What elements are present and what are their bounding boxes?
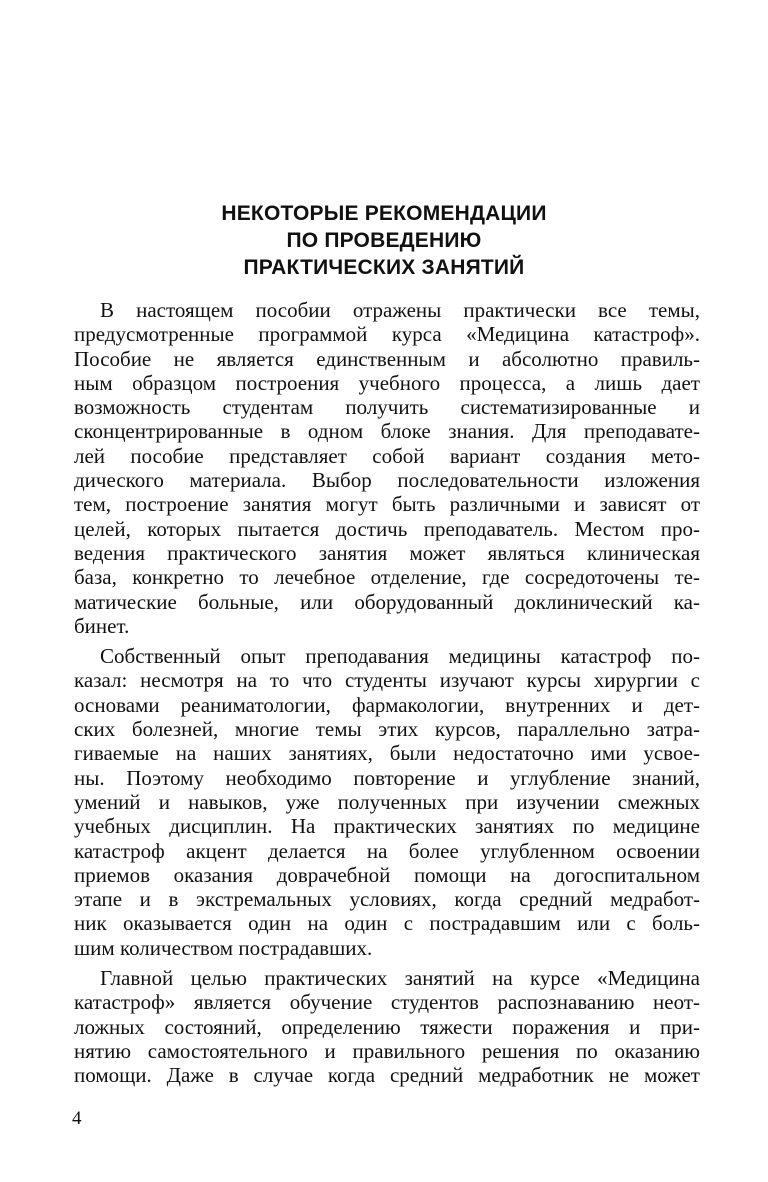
text-line: лей пособие представляет собой вариант создания мето- [74,443,700,468]
body-text [74,298,700,1088]
text-line: ских болезней, многие темы этих курсов, параллельно затра- [74,717,700,742]
text-line: ным образцом построения учебного процесса, а лишь дает [74,370,700,395]
text-line: шим количеством пострадавших. [74,935,373,960]
text-line: дического материала. Выбор последовательности изложения [74,468,700,493]
heading-line: ПРАКТИЧЕСКИХ ЗАНЯТИЙ [243,256,525,279]
section-heading [0,200,768,281]
text-line: основами реаниматологии, фармакологии, внутренних и дет- [74,692,700,717]
text-line: казал: несмотря на то что студенты изучают курсы хирургии с [74,668,700,693]
text-line: гиваемые на наших занятиях, были недостаточно ими усвое- [74,741,700,766]
text-line: умений и навыков, уже полученных при изучении смежных [74,789,700,814]
text-line: Главной целью практических занятий на курсе «Медицина [100,966,700,991]
paragraph [74,644,700,960]
text-line: приемов оказания доврачебной помощи на догоспитальном [74,862,700,887]
text-line: база, конкретно то лечебное отделение, где сосредоточены те- [74,565,700,590]
heading-line: ПО ПРОВЕДЕНИЮ [286,229,482,252]
text-line: целей, которых пытается достичь преподаватель. Местом про- [74,516,700,541]
text-line: учебных дисциплин. На практических занятиях по медицине [74,814,700,839]
text-line: сконцентрированные в одном блоке знания. Для преподавате- [74,419,700,444]
paragraph [74,966,700,1087]
paragraph [74,298,700,638]
text-line: этапе и в экстремальных условиях, когда средний медработ- [74,887,700,912]
text-line: бинет. [74,613,130,638]
heading-line: НЕКОТОРЫЕ РЕКОМЕНДАЦИИ [221,202,547,225]
text-line: Пособие не является единственным и абсолютно правиль- [74,346,700,371]
text-line: возможность студентам получить систематизированные и [74,395,700,420]
text-line: матические больные, или оборудованный доклинический ка- [74,589,700,614]
text-line: ник оказывается один на один с пострадавшим или с боль- [74,911,700,936]
text-line: ны. Поэтому необходимо повторение и углубление знаний, [74,765,700,790]
text-line: ведения практического занятия может являться клиническая [74,540,700,565]
text-line: предусмотренные программой курса «Медицина катастроф». [74,322,700,347]
text-line: Собственный опыт преподавания медицины катастроф по- [100,644,700,669]
page-number: 4 [72,1108,82,1129]
text-line: В настоящем пособии отражены практически все темы, [100,298,700,322]
text-line: тем, построение занятия могут быть различными и зависят от [74,492,700,517]
text-line: ложных состояний, определению тяжести поражения и при- [74,1014,700,1039]
text-line: катастроф» является обучение студентов распознаванию неот- [74,990,700,1015]
text-line: нятию самостоятельного и правильного решения по оказанию [74,1038,700,1063]
text-line: помощи. Даже в случае когда средний медработник не может [74,1063,700,1088]
text-line: катастроф акцент делается на более углубленном освоении [74,838,700,863]
